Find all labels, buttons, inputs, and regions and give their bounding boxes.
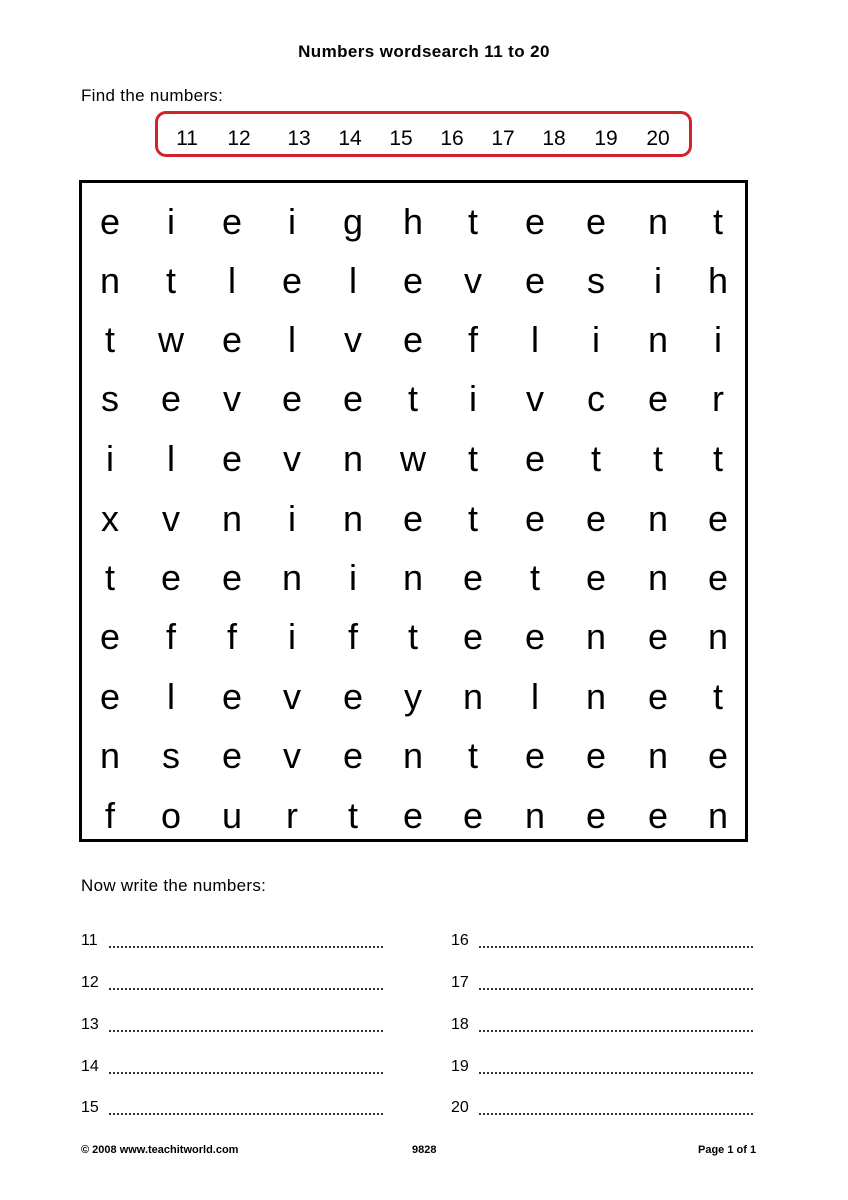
grid-letter: e — [585, 735, 607, 776]
grid-letter: t — [590, 438, 601, 479]
grid-letter: n — [462, 676, 484, 717]
grid-letter: e — [99, 676, 121, 717]
answer-write-line[interactable] — [109, 946, 383, 948]
grid-letter: t — [467, 201, 478, 242]
grid-letter: e — [221, 557, 243, 598]
grid-letter: t — [104, 319, 115, 360]
answer-write-line[interactable] — [109, 1113, 383, 1115]
grid-letter: e — [160, 378, 182, 419]
grid-letter: i — [106, 438, 114, 479]
grid-letter: e — [524, 498, 546, 539]
answer-write-line[interactable] — [479, 1113, 753, 1115]
grid-letter: e — [524, 201, 546, 242]
grid-letter: n — [585, 676, 607, 717]
grid-letter: e — [647, 616, 669, 657]
grid-letter: t — [165, 260, 176, 301]
grid-letter: l — [288, 319, 296, 360]
grid-letter: l — [228, 260, 236, 301]
grid-letter: c — [587, 378, 605, 419]
grid-letter: f — [467, 319, 478, 360]
grid-letter: e — [707, 557, 729, 598]
grid-letter: t — [407, 616, 418, 657]
grid-letter: e — [462, 557, 484, 598]
grid-letter: e — [585, 795, 607, 836]
answer-write-line[interactable] — [109, 1030, 383, 1032]
number-16: 16 — [440, 127, 464, 150]
grid-letter: n — [585, 616, 607, 657]
grid-letter: l — [349, 260, 357, 301]
answer-write-line[interactable] — [479, 1030, 753, 1032]
grid-letter: i — [654, 260, 662, 301]
answer-number: 17 — [451, 974, 469, 991]
grid-letter: t — [529, 557, 540, 598]
grid-letter: n — [647, 319, 669, 360]
grid-letter: e — [281, 260, 303, 301]
answer-write-line[interactable] — [109, 988, 383, 990]
grid-letter: f — [104, 795, 115, 836]
grid-letter: e — [462, 795, 484, 836]
footer-copyright: © 2008 www.teachitworld.com — [81, 1144, 239, 1156]
grid-letter: i — [349, 557, 357, 598]
grid-letter: e — [707, 735, 729, 776]
grid-letter: e — [524, 260, 546, 301]
grid-letter: e — [402, 498, 424, 539]
grid-letter: n — [342, 498, 364, 539]
grid-letter: e — [342, 735, 364, 776]
grid-letter: e — [99, 201, 121, 242]
grid-letter: e — [585, 498, 607, 539]
grid-letter: t — [712, 201, 723, 242]
grid-letter: t — [712, 438, 723, 479]
number-20: 20 — [646, 127, 670, 150]
grid-letter: n — [647, 557, 669, 598]
grid-letter: r — [712, 378, 724, 419]
grid-letter: e — [647, 795, 669, 836]
grid-letter: n — [707, 616, 729, 657]
grid-letter: e — [462, 616, 484, 657]
grid-letter: t — [467, 498, 478, 539]
grid-letter: i — [469, 378, 477, 419]
grid-letter: e — [524, 735, 546, 776]
grid-letter: n — [647, 201, 669, 242]
grid-letter: n — [99, 260, 121, 301]
number-18: 18 — [542, 127, 566, 150]
grid-letter: e — [221, 676, 243, 717]
answer-number: 11 — [81, 932, 98, 949]
page-title: Numbers wordsearch 11 to 20 — [298, 42, 550, 61]
grid-letter: e — [402, 260, 424, 301]
grid-letter: i — [288, 498, 296, 539]
grid-letter: w — [400, 438, 426, 479]
grid-letter: e — [342, 378, 364, 419]
grid-letter: e — [221, 201, 243, 242]
answer-write-line[interactable] — [109, 1072, 383, 1074]
grid-letter: h — [707, 260, 729, 301]
grid-letter: n — [707, 795, 729, 836]
grid-letter: h — [402, 201, 424, 242]
grid-letter: i — [714, 319, 722, 360]
number-17: 17 — [491, 127, 515, 150]
write-label: Now write the numbers: — [81, 876, 267, 895]
answer-number: 18 — [451, 1016, 469, 1033]
answer-number: 14 — [81, 1058, 99, 1075]
footer-page: Page 1 of 1 — [698, 1144, 757, 1156]
grid-letter: e — [402, 795, 424, 836]
grid-letter: e — [342, 676, 364, 717]
grid-letter: i — [167, 201, 175, 242]
answer-number: 19 — [451, 1058, 469, 1075]
grid-letter: e — [221, 319, 243, 360]
grid-letter: t — [104, 557, 115, 598]
find-label: Find the numbers: — [81, 86, 224, 105]
grid-letter: e — [647, 676, 669, 717]
grid-letter: e — [99, 616, 121, 657]
grid-letter: n — [342, 438, 364, 479]
grid-letter: u — [221, 795, 243, 836]
grid-letter: e — [281, 378, 303, 419]
answer-number: 15 — [81, 1099, 99, 1116]
grid-letter: e — [585, 201, 607, 242]
grid-letter: t — [712, 676, 723, 717]
grid-letter: n — [647, 735, 669, 776]
grid-letter: t — [407, 378, 418, 419]
number-19: 19 — [594, 127, 618, 150]
grid-letter: l — [531, 676, 539, 717]
grid-letter: n — [281, 557, 303, 598]
grid-letter: n — [99, 735, 121, 776]
grid-letter: v — [223, 378, 241, 419]
grid-letter: s — [587, 260, 605, 301]
grid-letter: n — [524, 795, 546, 836]
grid-letter: t — [347, 795, 358, 836]
grid-letter: e — [585, 557, 607, 598]
grid-letter: f — [165, 616, 176, 657]
grid-letter: i — [592, 319, 600, 360]
number-12: 12 — [227, 127, 251, 150]
answer-number: 12 — [81, 974, 99, 991]
grid-letter: e — [707, 498, 729, 539]
grid-letter: v — [344, 319, 362, 360]
number-13: 13 — [287, 127, 311, 150]
number-15: 15 — [389, 127, 413, 150]
grid-letter: v — [464, 260, 482, 301]
grid-letter: l — [531, 319, 539, 360]
grid-letter: r — [286, 795, 298, 836]
grid-letter: v — [283, 438, 301, 479]
grid-letter: e — [221, 438, 243, 479]
grid-letter: t — [467, 438, 478, 479]
grid-letter: e — [647, 378, 669, 419]
grid-letter: v — [283, 735, 301, 776]
answer-number: 20 — [451, 1099, 469, 1116]
grid-letter: e — [221, 735, 243, 776]
grid-letter: i — [288, 616, 296, 657]
answer-write-line[interactable] — [479, 988, 753, 990]
grid-letter: n — [402, 735, 424, 776]
grid-letter: e — [402, 319, 424, 360]
grid-letter: e — [160, 557, 182, 598]
grid-letter: n — [221, 498, 243, 539]
grid-letter: v — [526, 378, 544, 419]
numbers-box — [155, 111, 692, 157]
grid-letter: t — [467, 735, 478, 776]
footer-code: 9828 — [412, 1144, 437, 1156]
grid-letter: v — [283, 676, 301, 717]
answer-number: 16 — [451, 932, 469, 949]
grid-letter: e — [524, 616, 546, 657]
grid-letter: i — [288, 201, 296, 242]
number-11: 11 — [176, 127, 198, 150]
grid-letter: n — [647, 498, 669, 539]
grid-letter: n — [402, 557, 424, 598]
grid-letter: l — [167, 438, 175, 479]
answer-number: 13 — [81, 1016, 99, 1033]
grid-letter: o — [160, 795, 182, 836]
grid-letter: v — [162, 498, 180, 539]
wordsearch-grid — [79, 180, 748, 842]
grid-letter: e — [524, 438, 546, 479]
grid-letter: l — [167, 676, 175, 717]
grid-letter: f — [226, 616, 237, 657]
grid-letter: t — [652, 438, 663, 479]
grid-letter: s — [162, 735, 180, 776]
answer-write-line[interactable] — [479, 1072, 753, 1074]
grid-letter: g — [342, 201, 364, 242]
grid-letter: s — [101, 378, 119, 419]
grid-letter: y — [404, 676, 422, 717]
grid-letter: w — [158, 319, 184, 360]
grid-letter: x — [101, 498, 119, 539]
grid-letter: f — [347, 616, 358, 657]
number-14: 14 — [338, 127, 362, 150]
answer-write-line[interactable] — [479, 946, 753, 948]
